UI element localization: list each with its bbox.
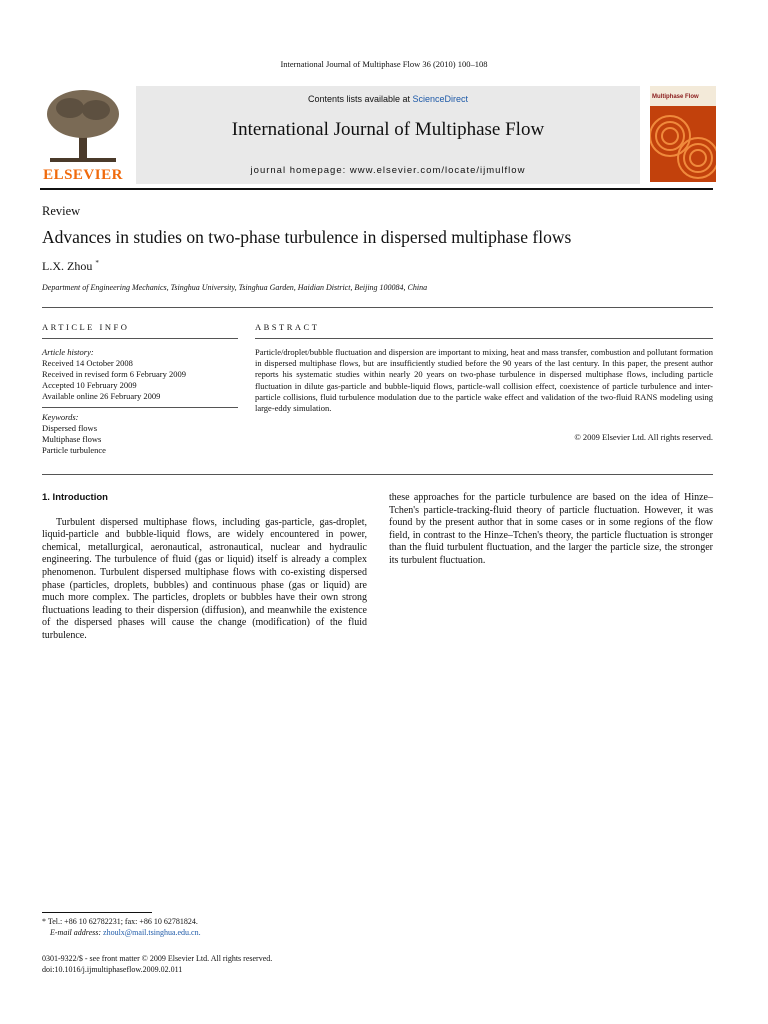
abstract-heading: ABSTRACT <box>255 322 320 332</box>
email-label: E-mail address: <box>50 928 102 937</box>
abstract-end-rule <box>42 474 713 475</box>
history-label: Article history: <box>42 347 94 357</box>
journal-masthead <box>40 86 640 184</box>
author-mark: * <box>95 259 99 267</box>
paper-title: Advances in studies on two-phase turbulence in dispersed multiphase flows <box>42 227 572 247</box>
keyword: Particle turbulence <box>42 445 106 455</box>
sciencedirect-link[interactable]: ScienceDirect <box>412 94 469 104</box>
body-column-right <box>389 492 713 568</box>
section-rule <box>42 307 713 308</box>
journal-cover <box>650 86 716 182</box>
online-date: Available online 26 February 2009 <box>42 391 161 401</box>
keywords-label: Keywords: <box>42 412 79 422</box>
received-date: Received 14 October 2008 <box>42 358 133 368</box>
article-info <box>42 347 238 456</box>
keyword: Multiphase flows <box>42 434 102 444</box>
footnote <box>42 916 201 938</box>
affiliation: Department of Engineering Mechanics, Tsinghua University, Tsinghua Garden, Haidian District, Beijing 100084, China <box>42 283 428 292</box>
doi-line[interactable]: doi:10.1016/j.ijmultiphaseflow.2009.02.011 <box>42 965 183 974</box>
abstract-text: Particle/droplet/bubble fluctuation and dispersion are important to mixing, heat and mass transfer, combustion and pollutant formation in dispersed multiphase flows, but are insufficiently studied before the 90 years of the last century. In this paper, the present author reports his systematic studies within nearly 20 years on two-phase turbulence in dispersed multiphase flows, including particle fluctuation in dilute gas-particle and bubble-liquid flows, particle-wall collision effect, coexistence of particle turbulence and inter-particle collisions, fluid turbulence modulation due to the particle wake effect and validation of the two-fluid RANS modeling using large-eddy simulation. <box>255 347 713 414</box>
running-head: International Journal of Multiphase Flow 36 (2010) 100–108 <box>280 59 488 69</box>
masthead-banner <box>136 86 640 184</box>
keywords-rule <box>42 407 238 408</box>
keyword: Dispersed flows <box>42 423 98 433</box>
bottom-info <box>42 953 272 975</box>
contents-line <box>136 94 640 104</box>
author-line <box>42 259 99 274</box>
article-type: Review <box>42 204 81 218</box>
author-name[interactable]: L.X. Zhou <box>42 259 93 273</box>
email-link[interactable]: zhoulx@mail.tsinghua.edu.cn. <box>103 928 201 937</box>
body-column-left <box>42 492 367 643</box>
info-rule <box>42 338 238 339</box>
masthead-rule <box>40 188 713 190</box>
abstract-rule <box>255 338 713 339</box>
journal-homepage[interactable]: journal homepage: www.elsevier.com/locate/ijmulflow <box>250 165 526 176</box>
footnote-rule <box>42 912 152 913</box>
abstract-copyright: © 2009 Elsevier Ltd. All rights reserved. <box>574 432 713 442</box>
paragraph: these approaches for the particle turbulence are based on the idea of Hinze–Tchen's particle-tracking-fluid theory of particle fluctuation. However, it was found by the present author that in some cases or in some regions of the flow field, in contrast to the Hinze–Tchen's theory, the particle fluctuation is stronger than the fluid turbulent fluctuation, and the larger the particle size, the stronger its turbulent fluctuation. <box>389 492 713 566</box>
tree-icon <box>40 86 126 166</box>
contents-prefix: Contents lists available at <box>307 94 413 104</box>
paragraph: Turbulent dispersed multiphase flows, including gas-particle, gas-droplet, liquid-particle and bubble-liquid flows, are widely encountered in power, chemical, metallurgical, aeronautical, astronautical, nuclear and hydraulic engineering. The turbulence of fluid (gas or liquid) itself is already a complex phenomenon. Turbulent dispersed multiphase flows with co-existing dispersed phase (particles, droplets, bubbles) and continuous phase (gas or liquid) are much more complex. The particles, droplets or bubbles have their own strong fluctuations leading to their dispersion (diffusion), and meanwhile the existence of the dispersed phases will cause the change (modification) of the fluid turbulence. <box>42 516 367 641</box>
footnote-tel: Tel.: +86 10 62782231; fax: +86 10 62781824. <box>47 917 198 926</box>
journal-title: International Journal of Multiphase Flow <box>231 119 545 140</box>
footnote-mark: * <box>42 917 46 926</box>
publisher-logo-text: ELSEVIER <box>43 167 123 183</box>
issn-line: 0301-9322/$ - see front matter © 2009 Elsevier Ltd. All rights reserved. <box>42 954 273 963</box>
elsevier-logo <box>40 86 126 184</box>
accepted-date: Accepted 10 February 2009 <box>42 380 137 390</box>
section-heading: 1. Introduction <box>42 492 108 503</box>
cover-title: Multiphase Flow <box>652 94 699 100</box>
revised-date: Received in revised form 6 February 2009 <box>42 369 186 379</box>
article-info-heading: ARTICLE INFO <box>42 322 130 332</box>
cover-pattern-icon <box>650 86 716 182</box>
